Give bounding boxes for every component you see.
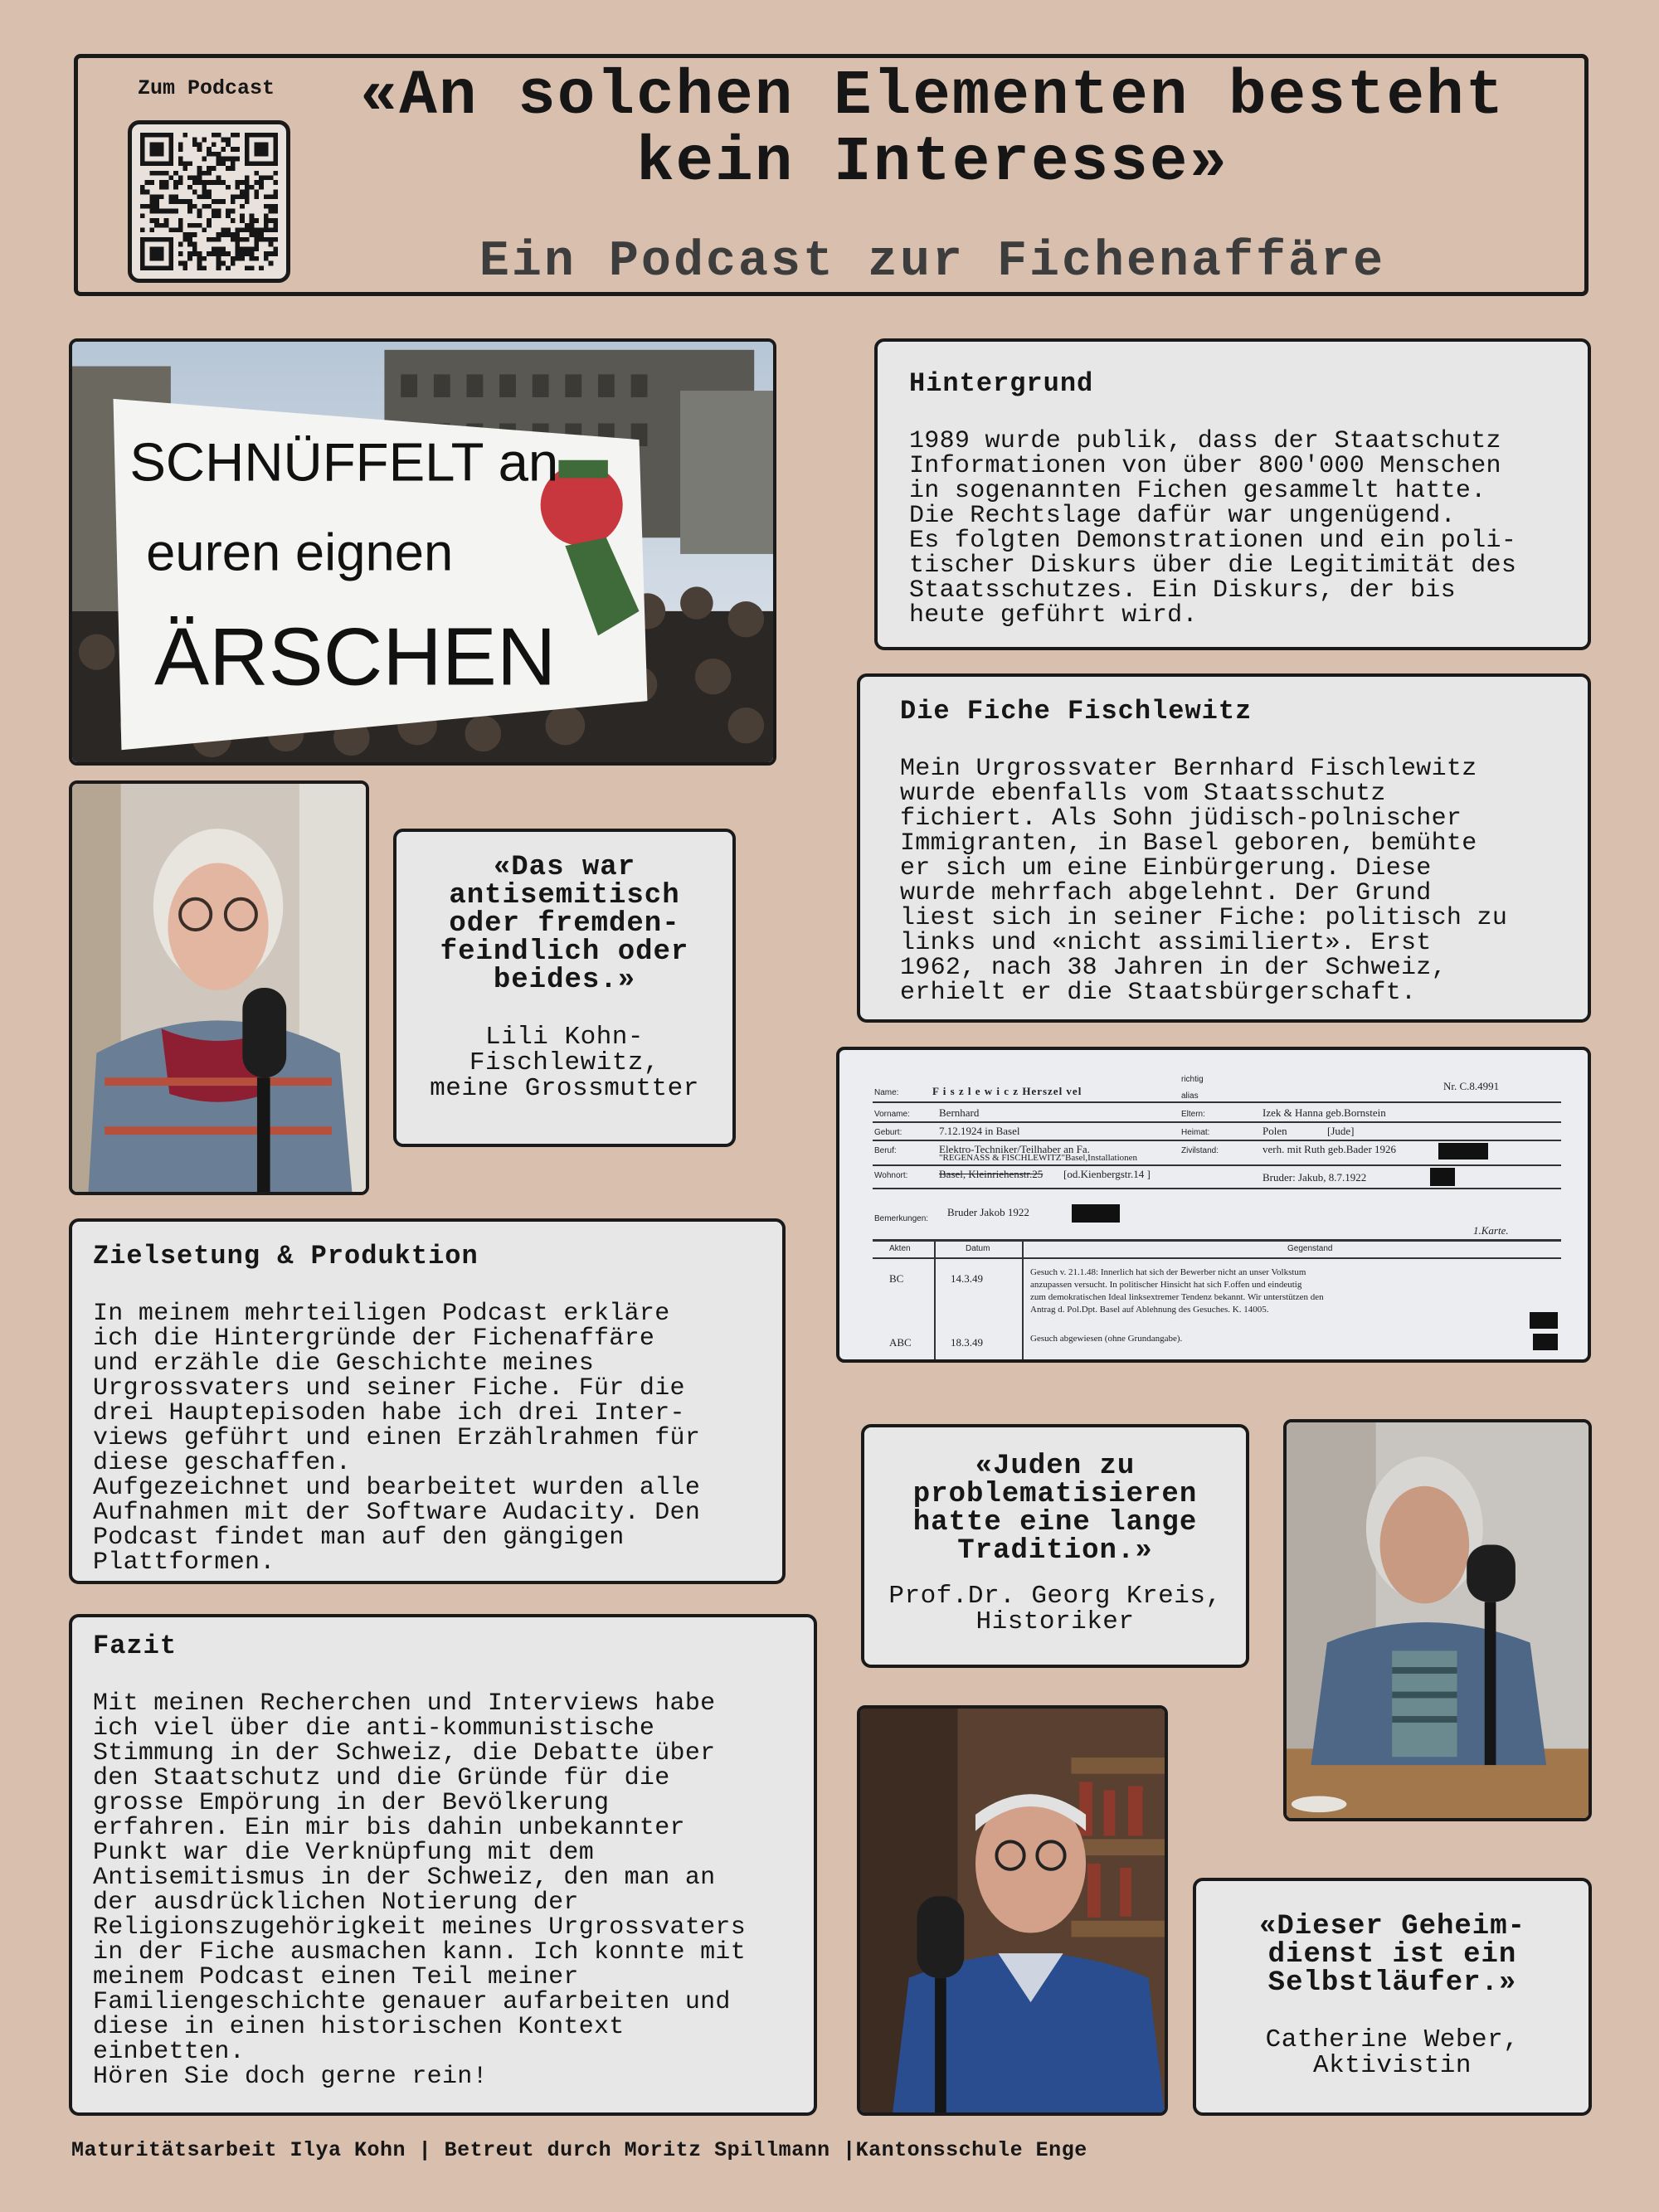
fiche-wohnort-value: Basel, Kleinriehenstr.25 [939, 1168, 1044, 1180]
quote-kreis-author: Prof.Dr. Georg Kreis, Historiker [888, 1582, 1222, 1636]
fiche-fischlewitz-text: Mein Urgrossvater Bernhard Fischlewitz wurde ebenfalls vom Staatsschutz fichiert. Als Sohn jüdisch-polnischer Immigranten, in Basel geboren, bemühte er sich um eine Einbürgerung. Diese wurde mehrfach abgelehnt. Der Grund liest sich in seiner Fiche: politisch zu links und «nicht assimiliert». Erst 1962, nach 38 Jahren in der Schweiz, erhielt er die Staatsbürgerschaft. [900, 755, 1508, 1007]
fiche-geburt-label: Geburt: [874, 1128, 902, 1137]
quote-weber-box [1193, 1878, 1592, 2116]
fiche-row1-text1: Gesuch v. 21.1.48: Innerlich hat sich der Bewerber nicht an unser Volkstum [1030, 1267, 1306, 1277]
fiche-beruf-label: Beruf: [874, 1146, 897, 1155]
fiche-eltern-value: Izek & Hanna geb.Bornstein [1262, 1106, 1386, 1119]
fiche-gegenstand-label: Gegenstand [1287, 1244, 1333, 1253]
demonstration-photo [69, 338, 776, 766]
fiche-richtig-label: richtig [1181, 1075, 1204, 1084]
fiche-row1-text2: anzupassen versucht. In politischer Hinsicht hat sich F.offen und eindeutig [1030, 1280, 1302, 1290]
weber-portrait-photo [1283, 1419, 1592, 1821]
fiche-row1-akten: BC [889, 1272, 904, 1285]
fiche-fischlewitz-panel [857, 673, 1591, 1023]
fiche-wohnort-label: Wohnort: [874, 1171, 908, 1180]
qr-code-icon [140, 133, 278, 270]
fiche-eltern-label: Eltern: [1181, 1110, 1205, 1119]
fiche-row1-text4: Antrag d. Pol.Dpt. Basel auf Ablehnung des Gesuches. K. 14005. [1030, 1305, 1269, 1315]
quote-weber-text: «Dieser Geheim- dienst ist ein Selbstläufer.» [1258, 1911, 1526, 1999]
fazit-panel [69, 1614, 817, 2116]
banner-text-line3: ÄRSCHEN [154, 610, 557, 702]
hintergrund-panel [874, 338, 1591, 650]
fiche-geburt-value: 7.12.1924 in Basel [939, 1125, 1020, 1137]
zielsetzung-text: In meinem mehrteiligen Podcast erkläre ich die Hintergründe der Fichenaffäre und erzähle die Geschichte meines Urgrossvaters und seiner Fiche. Für die drei Hauptepisoden habe ich drei Inter- views geführt und einen Erzählrahmen für diese geschaffen. Aufgezeichnet und bearbeitet wurden alle Aufnahmen mit der Software Audacity. Den Podcast findet man auf den gängigen Plattformen. [93, 1300, 701, 1577]
fiche-row1-datum: 14.3.49 [951, 1272, 983, 1285]
fiche-zivil-label: Zivilstand: [1181, 1146, 1219, 1155]
fiche-heimat-label: Heimat: [1181, 1128, 1210, 1137]
fiche-jude-value: [Jude] [1327, 1125, 1355, 1137]
fiche-number: Nr. C.8.4991 [1443, 1080, 1500, 1092]
fiche-alias-label: alias [1181, 1091, 1199, 1101]
fiche-row2-datum: 18.3.49 [951, 1336, 983, 1349]
banner-text-line1: SCHNÜFFELT an [129, 431, 559, 493]
poster-title: «An solchen Elementen besteht kein Interesse» [359, 61, 1506, 198]
banner-text-line2: euren eignen [146, 523, 454, 582]
fiche-wohnort-value2: [od.Kienbergstr.14 ] [1063, 1168, 1151, 1180]
fiche-name-value: F i s z l e w i c z Herszel vel [932, 1085, 1082, 1097]
fiche-vorname-value: Bernhard [939, 1106, 980, 1119]
fiche-row1-text3: zum demokratischen Ideal linksextremer Tendenz bekannt. Wir unterstützen den [1030, 1292, 1324, 1302]
hintergrund-heading: Hintergrund [909, 368, 1094, 399]
kreis-portrait-photo [857, 1705, 1168, 2116]
qr-label: Zum Podcast [138, 76, 275, 100]
zielsetzung-heading: Zielsetung & Produktion [93, 1241, 479, 1271]
fazit-text: Mit meinen Recherchen und Interviews habe ich viel über die anti-kommunistische Stimmung in der Schweiz, die Debatte über den Staatschutz und die Gründe für die grosse Empörung in der Bevölkerung erfahren. Ein mir bis dahin unbekannter Punkt war die Verknüpfung mit dem Antisemitismus in der Schweiz, den man an der ausdrücklichen Notierung der Religionszugehörigkeit meines Urgrossvaters in der Fiche ausmachen kann. Ich konnte mit meinem Podcast einen Teil meiner Familiengeschichte genauer aufarbeiten und diese in einen historischen Kontext einbetten. Hören Sie doch gerne rein! [93, 1689, 747, 2091]
fiche-document-image [836, 1047, 1591, 1363]
quote-grandmother-text: «Das war antisemitisch oder fremden- feindlich oder beides.» [440, 852, 689, 996]
grandmother-portrait-photo [69, 780, 369, 1195]
fiche-bemerkungen-value: Bruder Jakob 1922 [947, 1206, 1029, 1218]
fiche-akten-label: Akten [889, 1244, 911, 1253]
fiche-row2-akten: ABC [889, 1336, 912, 1349]
podcast-qr-code[interactable] [128, 120, 290, 283]
fiche-beruf-value2: "REGENASS & FISCHLEWITZ"Basel,Installationen [939, 1153, 1138, 1163]
quote-grandmother-author: Lili Kohn- Fischlewitz, meine Grossmutter [430, 1023, 699, 1103]
fiche-karte-value: 1.Karte. [1473, 1224, 1509, 1237]
quote-grandmother-box [393, 829, 736, 1147]
hintergrund-text: 1989 wurde publik, dass der Staatschutz Informationen von über 800'000 Menschen in sogenannten Fichen gesammelt hatte. Die Rechtslage dafür war ungenügend. Es folgten Demonstrationen und ein poli- tischer Diskurs über die Legitimität des Staatsschutzes. Ein Diskurs, der bis heute geführt wird. [909, 427, 1517, 630]
fiche-name-label: Name: [874, 1088, 899, 1097]
poster-header [74, 54, 1588, 296]
quote-kreis-text: «Juden zu problematisieren hatte eine lange Tradition.» [912, 1451, 1198, 1567]
fiche-zivil-value: verh. mit Ruth geb.Bader 1926 [1262, 1143, 1397, 1155]
fiche-bemerkungen-label: Bemerkungen: [874, 1214, 929, 1223]
fiche-fischlewitz-heading: Die Fiche Fischlewitz [900, 696, 1253, 727]
fiche-vorname-label: Vorname: [874, 1110, 910, 1119]
fiche-datum-label: Datum [966, 1244, 990, 1253]
fiche-row2-text: Gesuch abgewiesen (ohne Grundangabe). [1030, 1334, 1183, 1344]
poster-footer: Maturitätsarbeit Ilya Kohn | Betreut durch Moritz Spillmann |Kantonsschule Enge [71, 2138, 1087, 2162]
quote-weber-author: Catherine Weber, Aktivistin [1265, 2025, 1520, 2080]
fiche-bruder-value: Bruder: Jakub, 8.7.1922 [1262, 1171, 1367, 1184]
fazit-heading: Fazit [93, 1631, 178, 1661]
poster-subtitle: Ein Podcast zur Fichenaffäre [479, 234, 1386, 290]
fiche-beruf-value: Elektro-Techniker/Teilhaber an Fa. [939, 1143, 1090, 1155]
fiche-heimat-value: Polen [1262, 1125, 1287, 1137]
quote-kreis-box [861, 1424, 1249, 1668]
zielsetzung-panel [69, 1218, 786, 1584]
